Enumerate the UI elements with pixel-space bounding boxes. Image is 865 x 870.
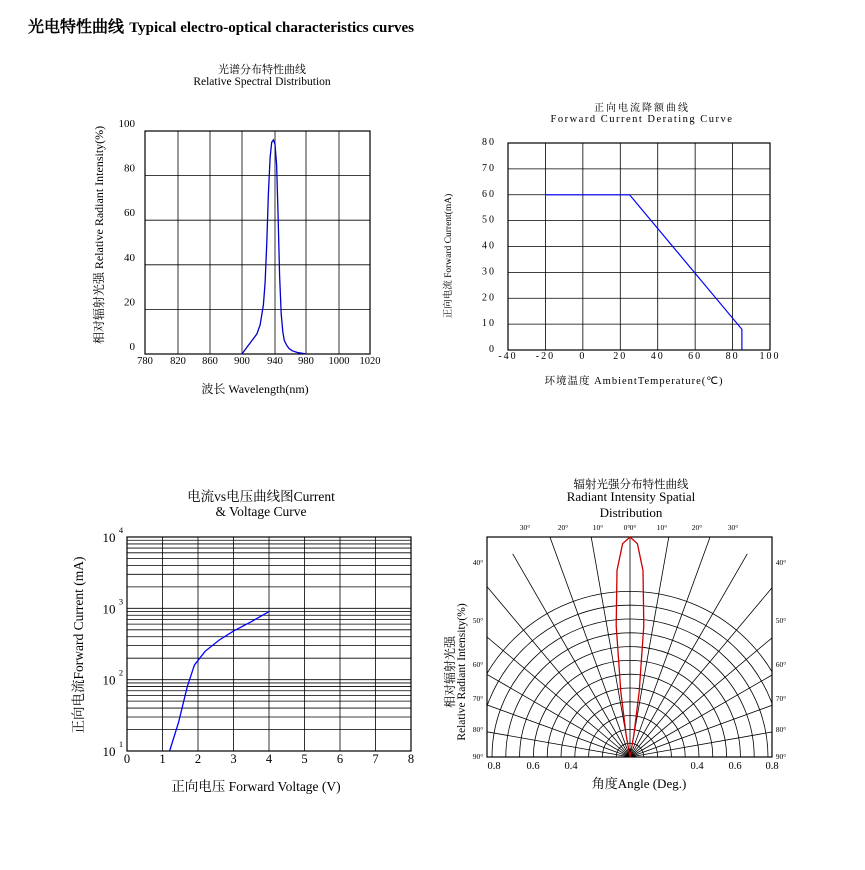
spectral-y-tick-label: 100: [118, 118, 135, 130]
iv-y-tick-label: 10: [102, 672, 116, 688]
radiation-grid-spoke: [450, 606, 630, 757]
spectral-x-tick-label: 1000: [328, 356, 350, 367]
radiation-x-axis-label: 角度Angle (Deg.): [591, 776, 687, 791]
iv-y-tick-exponent: 3: [118, 596, 124, 607]
iv-y-tick-label: 10: [102, 744, 116, 759]
derating-y-tick-label: 40: [482, 240, 496, 252]
spectral-x-tick-label: 860: [202, 356, 218, 367]
radiation-grid-spoke: [479, 577, 630, 757]
radiation-title: 辐射光强分布特性曲线: [573, 479, 689, 491]
radiation-right-angle-label: 60°: [775, 660, 787, 669]
radiation-top-angle-label: 20°: [691, 523, 703, 532]
derating-x-tick-label: -40: [498, 351, 518, 362]
iv-chart: [70, 488, 414, 794]
iv-x-tick-label: 1: [159, 752, 166, 766]
radiation-left-angle-label: 60°: [472, 660, 484, 669]
derating-x-tick-label: 60: [688, 351, 703, 362]
spectral-x-tick-label: 980: [298, 356, 314, 367]
spectral-title: 光谱分布特性曲线: [218, 64, 306, 76]
radiation-right-angle-label: 90°: [775, 752, 787, 761]
iv-x-tick-label: 8: [407, 752, 415, 766]
radiation-y-axis-label-en: Relative Radiant Intensity(%): [456, 603, 468, 741]
derating-y-tick-label: 10: [482, 318, 496, 330]
derating-y-tick-label: 60: [482, 188, 496, 200]
iv-y-tick-exponent: 4: [118, 525, 124, 535]
derating-chart: [442, 101, 781, 387]
spectral-y-tick-label: 20: [124, 296, 135, 309]
iv-y-tick-label: 10: [102, 601, 116, 617]
derating-y-axis-label: 正向电流 Forward Current(mA): [444, 193, 454, 319]
radiation-grid-spoke: [630, 677, 850, 757]
derating-x-tick-label: 0: [579, 351, 587, 362]
radiation-right-angle-label: 70°: [775, 694, 787, 703]
derating-x-tick-label: 40: [650, 351, 665, 362]
spectral-y-axis-label: 相对辐射光强 Relative Radiant Intensity(%): [92, 125, 106, 345]
radiation-center-dot: [629, 749, 632, 752]
radiation-top-angle-label: 10°: [656, 523, 668, 532]
spectral-plot-frame: [145, 131, 370, 354]
radiation-left-angle-label: 80°: [472, 725, 484, 734]
radiation-grid-spoke: [630, 577, 781, 757]
derating-y-tick-label: 80: [482, 137, 496, 148]
iv-x-tick-label: 6: [336, 752, 344, 766]
radiation-top-angle-label: 10°: [592, 523, 604, 532]
radiation-subtitle: Radiant Intensity Spatial: [566, 489, 696, 504]
spectral-x-tick-label: 780: [137, 356, 153, 367]
iv-x-tick-label: 7: [372, 752, 379, 766]
spectral-x-axis-label: 波长 Wavelength(nm): [201, 382, 309, 396]
radiation-grid-spoke: [630, 606, 810, 757]
spectral-x-tick-label: 1020: [359, 356, 381, 367]
radiation-bottom-tick-label: 0.6: [728, 761, 742, 772]
radiation-chart: [395, 477, 864, 870]
iv-y-axis-label: 正向电流Forward Current (mA): [71, 556, 86, 734]
derating-y-tick-label: 30: [482, 266, 496, 278]
derating-subtitle: Forward Current Derating Curve: [550, 114, 734, 125]
page-title-en: Typical electro-optical characteristics curves: [129, 20, 415, 36]
radiation-bottom-tick-label: 0.6: [526, 761, 540, 772]
radiation-y-axis-label-cn: 相对辐射光强: [443, 635, 457, 709]
derating-x-tick-label: -20: [535, 351, 556, 362]
radiation-top-angle-label: 30°: [519, 523, 531, 532]
radiation-right-angle-label: 80°: [775, 725, 787, 734]
iv-x-tick-label: 2: [194, 752, 202, 766]
derating-x-tick-label: 20: [613, 351, 628, 362]
derating-title: 正向电流降额曲线: [594, 103, 690, 114]
derating-x-tick-label: 80: [725, 351, 740, 362]
spectral-y-tick-label: 0: [129, 341, 135, 353]
radiation-left-angle-label: 70°: [472, 694, 484, 703]
derating-y-tick-label: 0: [489, 344, 496, 355]
radiation-left-angle-label: 50°: [472, 616, 484, 625]
spectral-series-line: [242, 140, 306, 354]
radiation-bottom-tick-label: 0.8: [765, 761, 779, 772]
derating-y-tick-label: 50: [482, 214, 496, 226]
derating-x-axis-label: 环境温度 AmbientTemperature(℃): [544, 376, 724, 387]
iv-x-tick-label: 3: [230, 752, 237, 766]
radiation-bottom-tick-label: 0.4: [564, 761, 578, 772]
iv-series-line: [170, 612, 269, 751]
radiation-bottom-tick-label: 0.4: [690, 761, 704, 772]
iv-x-tick-label: 0: [123, 752, 131, 766]
spectral-subtitle: Relative Spectral Distribution: [193, 76, 331, 88]
spectral-y-tick-label: 60: [124, 207, 135, 220]
radiation-top-angle-label: 30°: [727, 523, 739, 532]
radiation-bottom-tick-label: 0.8: [487, 761, 501, 772]
radiation-subtitle2: Distribution: [599, 505, 663, 520]
radiation-top-angle-label: 0°: [623, 523, 631, 532]
radiation-right-angle-label: 40°: [775, 558, 787, 567]
spectral-x-tick-label: 820: [170, 356, 186, 367]
iv-x-axis-label: 正向电压 Forward Voltage (V): [171, 779, 341, 794]
radiation-left-angle-label: 40°: [472, 558, 484, 567]
radiation-left-angle-label: 90°: [472, 752, 484, 761]
spectral-chart: [91, 62, 381, 396]
radiation-top-angle-label: 20°: [557, 523, 569, 532]
derating-x-tick-label: 100: [759, 351, 781, 362]
radiation-right-angle-label: 50°: [775, 616, 787, 625]
iv-x-tick-label: 4: [265, 752, 273, 766]
page-title-cn: 光电特性曲线: [28, 17, 125, 36]
radiation-top-angle-label: 0°: [629, 523, 637, 532]
spectral-x-tick-label: 900: [234, 356, 250, 367]
spectral-y-tick-label: 80: [124, 162, 135, 175]
iv-y-tick-exponent: 2: [118, 667, 124, 678]
iv-subtitle: & Voltage Curve: [215, 504, 307, 519]
iv-y-tick-label: 10: [102, 530, 116, 545]
iv-y-tick-exponent: 1: [118, 739, 124, 749]
derating-y-tick-label: 70: [482, 162, 496, 174]
spectral-x-tick-label: 940: [267, 356, 283, 367]
derating-y-tick-label: 20: [482, 292, 496, 304]
spectral-y-tick-label: 40: [124, 251, 135, 264]
iv-title: 电流vs电压曲线图Current: [187, 489, 335, 504]
iv-x-tick-label: 5: [301, 752, 308, 766]
